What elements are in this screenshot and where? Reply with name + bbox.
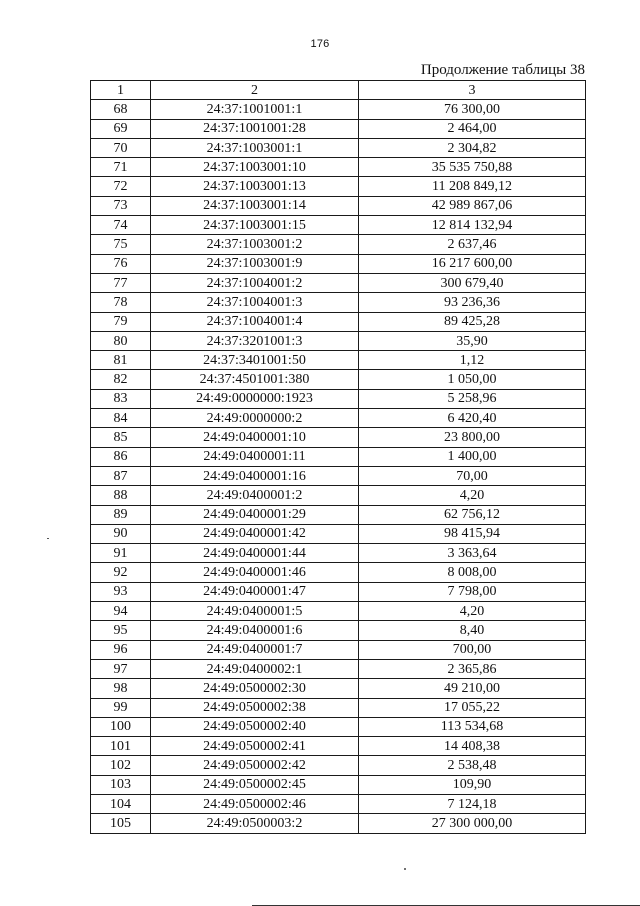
cadastral-code-cell: 24:37:1003001:1 [151, 138, 359, 157]
row-number-cell: 74 [91, 216, 151, 235]
value-cell: 2 464,00 [359, 119, 586, 138]
value-cell: 2 538,48 [359, 756, 586, 775]
cadastral-code-cell: 24:37:4501001:380 [151, 370, 359, 389]
row-number-cell: 97 [91, 659, 151, 678]
row-number-cell: 84 [91, 409, 151, 428]
cadastral-code-cell: 24:49:0400001:5 [151, 602, 359, 621]
value-cell: 4,20 [359, 602, 586, 621]
value-cell: 300 679,40 [359, 273, 586, 292]
value-cell: 1 050,00 [359, 370, 586, 389]
value-cell: 16 217 600,00 [359, 254, 586, 273]
cadastral-code-cell: 24:49:0400001:46 [151, 563, 359, 582]
value-cell: 1,12 [359, 351, 586, 370]
table-row [91, 370, 586, 389]
row-number-cell: 96 [91, 640, 151, 659]
cadastral-code-cell: 24:49:0400001:44 [151, 544, 359, 563]
row-number-cell: 78 [91, 293, 151, 312]
table-row [91, 486, 586, 505]
table-row [91, 100, 586, 119]
row-number-cell: 80 [91, 331, 151, 350]
cadastral-code-cell: 24:49:0400001:29 [151, 505, 359, 524]
value-cell: 113 534,68 [359, 717, 586, 736]
scan-artifact [404, 868, 406, 870]
header-cell-number: 1 [91, 81, 151, 100]
row-number-cell: 105 [91, 814, 151, 833]
value-cell: 11 208 849,12 [359, 177, 586, 196]
row-number-cell: 70 [91, 138, 151, 157]
value-cell: 7 124,18 [359, 794, 586, 813]
row-number-cell: 86 [91, 447, 151, 466]
table-row [91, 466, 586, 485]
value-cell: 109,90 [359, 775, 586, 794]
cadastral-code-cell: 24:37:1003001:10 [151, 158, 359, 177]
table-row [91, 505, 586, 524]
row-number-cell: 75 [91, 235, 151, 254]
table-row [91, 756, 586, 775]
cadastral-code-cell: 24:49:0500002:30 [151, 679, 359, 698]
table-row [91, 544, 586, 563]
table-row [91, 428, 586, 447]
cadastral-code-cell: 24:37:1003001:13 [151, 177, 359, 196]
value-cell: 7 798,00 [359, 582, 586, 601]
cadastral-code-cell: 24:37:1001001:1 [151, 100, 359, 119]
cadastral-code-cell: 24:49:0500002:42 [151, 756, 359, 775]
row-number-cell: 82 [91, 370, 151, 389]
row-number-cell: 100 [91, 717, 151, 736]
header-cell-value: 3 [359, 81, 586, 100]
cadastral-code-cell: 24:37:1003001:14 [151, 196, 359, 215]
value-cell: 2 365,86 [359, 659, 586, 678]
table-header-row [91, 81, 586, 100]
value-cell: 1 400,00 [359, 447, 586, 466]
table-row [91, 119, 586, 138]
cadastral-code-cell: 24:49:0400001:42 [151, 524, 359, 543]
value-cell: 8,40 [359, 621, 586, 640]
row-number-cell: 103 [91, 775, 151, 794]
row-number-cell: 77 [91, 273, 151, 292]
cadastral-code-cell: 24:49:0400001:10 [151, 428, 359, 447]
row-number-cell: 83 [91, 389, 151, 408]
page-number: 176 [310, 38, 330, 50]
row-number-cell: 89 [91, 505, 151, 524]
table-row [91, 216, 586, 235]
row-number-cell: 81 [91, 351, 151, 370]
cadastral-code-cell: 24:49:0400001:11 [151, 447, 359, 466]
table-row [91, 794, 586, 813]
row-number-cell: 76 [91, 254, 151, 273]
value-cell: 23 800,00 [359, 428, 586, 447]
row-number-cell: 102 [91, 756, 151, 775]
value-cell: 98 415,94 [359, 524, 586, 543]
cadastral-code-cell: 24:49:0400002:1 [151, 659, 359, 678]
value-cell: 700,00 [359, 640, 586, 659]
value-cell: 76 300,00 [359, 100, 586, 119]
table-row [91, 409, 586, 428]
value-cell: 70,00 [359, 466, 586, 485]
value-cell: 49 210,00 [359, 679, 586, 698]
cadastral-code-cell: 24:49:0500002:40 [151, 717, 359, 736]
table-row [91, 775, 586, 794]
value-cell: 42 989 867,06 [359, 196, 586, 215]
value-cell: 62 756,12 [359, 505, 586, 524]
value-cell: 5 258,96 [359, 389, 586, 408]
value-cell: 35 535 750,88 [359, 158, 586, 177]
table-row [91, 293, 586, 312]
table-row [91, 138, 586, 157]
cadastral-code-cell: 24:49:0500002:41 [151, 737, 359, 756]
cadastral-code-cell: 24:49:0500002:45 [151, 775, 359, 794]
table-row [91, 235, 586, 254]
cadastral-code-cell: 24:49:0000000:2 [151, 409, 359, 428]
cadastral-code-cell: 24:37:3201001:3 [151, 331, 359, 350]
table-row [91, 737, 586, 756]
table-row [91, 698, 586, 717]
cadastral-code-cell: 24:49:0500003:2 [151, 814, 359, 833]
table-caption: Продолжение таблицы 38 [420, 62, 585, 78]
cadastral-code-cell: 24:37:3401001:50 [151, 351, 359, 370]
value-cell: 93 236,36 [359, 293, 586, 312]
value-cell: 4,20 [359, 486, 586, 505]
table-row [91, 582, 586, 601]
table-row [91, 254, 586, 273]
row-number-cell: 94 [91, 602, 151, 621]
cadastral-code-cell: 24:37:1004001:3 [151, 293, 359, 312]
cadastral-code-cell: 24:49:0400001:2 [151, 486, 359, 505]
value-cell: 17 055,22 [359, 698, 586, 717]
table-body [91, 100, 586, 833]
row-number-cell: 69 [91, 119, 151, 138]
cadastral-code-cell: 24:37:1003001:2 [151, 235, 359, 254]
row-number-cell: 85 [91, 428, 151, 447]
table-row [91, 351, 586, 370]
table-row [91, 621, 586, 640]
row-number-cell: 93 [91, 582, 151, 601]
header-cell-cadastral-code: 2 [151, 81, 359, 100]
row-number-cell: 88 [91, 486, 151, 505]
value-cell: 3 363,64 [359, 544, 586, 563]
data-table [90, 80, 586, 834]
value-cell: 35,90 [359, 331, 586, 350]
row-number-cell: 101 [91, 737, 151, 756]
table-row [91, 196, 586, 215]
scan-artifact [47, 538, 49, 539]
table-row [91, 177, 586, 196]
cadastral-code-cell: 24:37:1003001:15 [151, 216, 359, 235]
cadastral-code-cell: 24:49:0400001:16 [151, 466, 359, 485]
table-row [91, 717, 586, 736]
table-row [91, 312, 586, 331]
row-number-cell: 104 [91, 794, 151, 813]
table-row [91, 602, 586, 621]
cadastral-code-cell: 24:37:1003001:9 [151, 254, 359, 273]
table-row [91, 640, 586, 659]
value-cell: 6 420,40 [359, 409, 586, 428]
row-number-cell: 92 [91, 563, 151, 582]
table-row [91, 659, 586, 678]
value-cell: 8 008,00 [359, 563, 586, 582]
row-number-cell: 71 [91, 158, 151, 177]
row-number-cell: 72 [91, 177, 151, 196]
row-number-cell: 90 [91, 524, 151, 543]
table-row [91, 331, 586, 350]
row-number-cell: 91 [91, 544, 151, 563]
table-row [91, 814, 586, 833]
value-cell: 89 425,28 [359, 312, 586, 331]
row-number-cell: 99 [91, 698, 151, 717]
row-number-cell: 73 [91, 196, 151, 215]
row-number-cell: 98 [91, 679, 151, 698]
value-cell: 27 300 000,00 [359, 814, 586, 833]
cadastral-code-cell: 24:49:0400001:6 [151, 621, 359, 640]
cadastral-code-cell: 24:37:1001001:28 [151, 119, 359, 138]
table-row [91, 447, 586, 466]
cadastral-code-cell: 24:49:0500002:46 [151, 794, 359, 813]
table-row [91, 389, 586, 408]
row-number-cell: 87 [91, 466, 151, 485]
table-row [91, 158, 586, 177]
cadastral-code-cell: 24:37:1004001:2 [151, 273, 359, 292]
cadastral-code-cell: 24:49:0500002:38 [151, 698, 359, 717]
row-number-cell: 68 [91, 100, 151, 119]
value-cell: 14 408,38 [359, 737, 586, 756]
value-cell: 12 814 132,94 [359, 216, 586, 235]
cadastral-code-cell: 24:49:0400001:7 [151, 640, 359, 659]
value-cell: 2 304,82 [359, 138, 586, 157]
row-number-cell: 95 [91, 621, 151, 640]
cadastral-code-cell: 24:37:1004001:4 [151, 312, 359, 331]
table-row [91, 524, 586, 543]
row-number-cell: 79 [91, 312, 151, 331]
table-row [91, 679, 586, 698]
table-row [91, 563, 586, 582]
cadastral-code-cell: 24:49:0000000:1923 [151, 389, 359, 408]
cadastral-code-cell: 24:49:0400001:47 [151, 582, 359, 601]
value-cell: 2 637,46 [359, 235, 586, 254]
table-row [91, 273, 586, 292]
